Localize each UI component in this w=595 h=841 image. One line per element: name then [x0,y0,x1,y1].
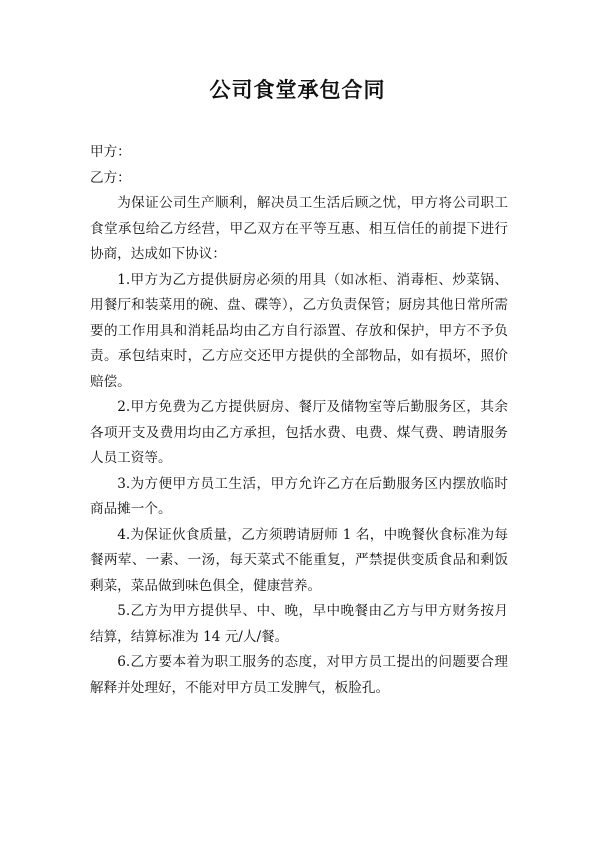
document-body [90,140,508,701]
document-title: 公司食堂承包合同 [209,78,386,102]
party-a-label: 甲方： [90,144,131,160]
clause-1-paragraph: 1.甲方为乙方提供厨房必须的用具（如冰柜、消毒柜、炒菜锅、用餐厅和装菜用的碗、盘、碟等），乙方负责保管；厨房其他日常所需要的工作用具和消耗品均由乙方自行添置、存放和保护，甲方不予负责。承包结束时，乙方应交还甲方提供的全部物品，如有损坏，照价赔偿。 [90,271,508,390]
clause-6-paragraph: 6.乙方要本着为职工服务的态度，对甲方员工提出的问题要合理解释并处理好，不能对甲方员工发脾气，板脸孔。 [90,654,508,696]
preamble-paragraph: 为保证公司生产顺利，解决员工生活后顾之忧，甲方将公司职工食堂承包给乙方经营，甲乙双方在平等互惠、相互信任的前提下进行协商，达成如下协议： [90,195,508,262]
clause-3-paragraph: 3.为方便甲方员工生活，甲方允许乙方在后勤服务区内摆放临时商品摊一个。 [90,475,508,517]
clause-5-paragraph: 5.乙方为甲方提供早、中、晚，早中晚餐由乙方与甲方财务按月结算，结算标准为 14 元/人/餐。 [90,603,508,645]
party-b-label: 乙方： [90,169,131,186]
clause-2-paragraph: 2.甲方免费为乙方提供厨房、餐厅及储物室等后勤服务区，其余各项开支及费用均由乙方承担，包括水费、电费、煤气费、聘请服务人员工资等。 [90,399,508,466]
clause-4-paragraph: 4.为保证伙食质量，乙方须聘请厨师 1 名，中晚餐伙食标准为每餐两荤、一素、一汤，每天菜式不能重复，严禁提供变质食品和剩饭剩菜，菜品做到味色俱全，健康营养。 [90,526,508,594]
